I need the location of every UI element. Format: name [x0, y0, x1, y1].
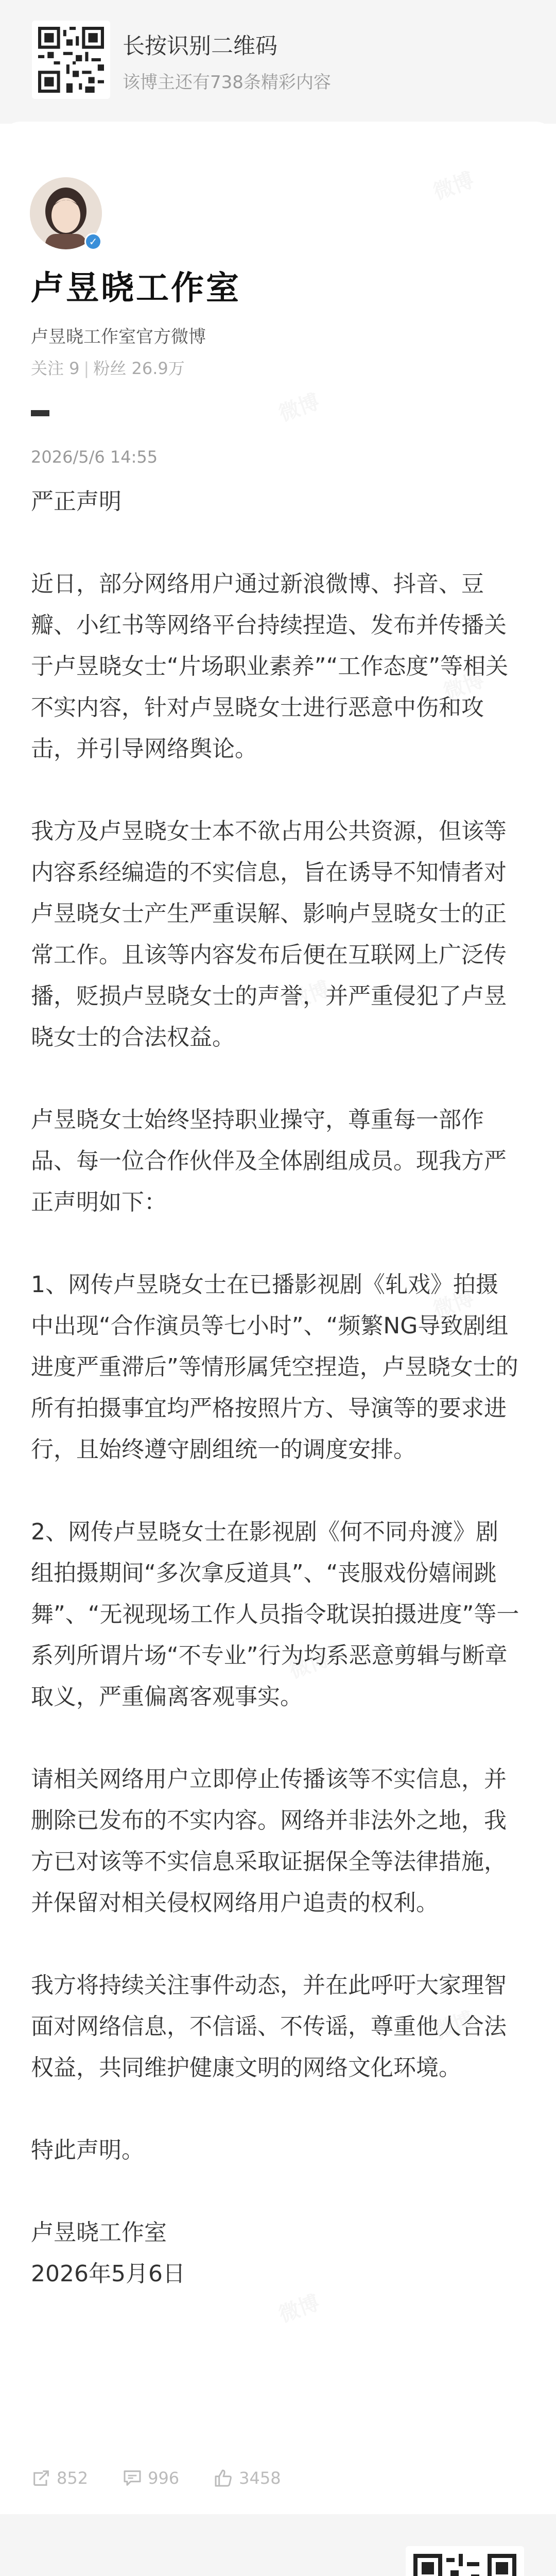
comment-count: 996	[148, 2468, 180, 2488]
post-paragraph: 1、网传卢昱晓女士在已播影视剧《轧戏》拍摄中出现“合作演员等七小时”、“频繁NG导致剧组进度严重滞后”等情形属凭空捏造，卢昱晓女士的所有拍摄事宜均严格按照片方、导演等的要求进行，且始终遵守剧组统一的调度安排。	[31, 1272, 518, 1463]
banner-subtitle: 该博主还有738条精彩内容	[123, 72, 331, 93]
footer-qr-graphic	[413, 2554, 516, 2576]
section-divider	[31, 410, 49, 416]
qr-code-icon[interactable]	[32, 21, 110, 99]
post-title: 严正声明	[31, 488, 121, 515]
repost-count: 852	[57, 2468, 89, 2488]
weibo-qr-code-icon[interactable]	[406, 2546, 524, 2576]
post-paragraph: 近日，部分网络用户通过新浪微博、抖音、豆瓣、小红书等网络平台持续捏造、发布并传播关于卢昱晓女士“片场职业素养”“工作态度”等相关不实内容，针对卢昱晓女士进行恶意中伤和攻击，并引导网络舆论。	[31, 571, 509, 762]
profile-name[interactable]: 卢昱晓工作室	[31, 269, 241, 308]
post-content	[31, 481, 520, 2295]
repost-icon	[31, 2468, 51, 2488]
post-date: 2026/5/6 14:55	[31, 447, 158, 467]
banner-title: 长按识别二维码	[123, 33, 277, 59]
like-button[interactable]	[213, 2468, 281, 2488]
post-paragraph: 我方及卢昱晓女士本不欲占用公共资源，但该等内容系经编造的不实信息，旨在诱导不知情者对卢昱晓女士产生严重误解、影响卢昱晓女士的正常工作。且该等内容发布后便在互联网上广泛传播，贬损卢昱晓女士的声誉，并严重侵犯了卢昱晓女士的合法权益。	[31, 818, 507, 1050]
like-count: 3458	[239, 2468, 281, 2488]
post-paragraph: 卢昱晓女士始终坚持职业操守，尊重每一部作品、每一位合作伙伴及全体剧组成员。现我方严正声明如下：	[31, 1107, 507, 1215]
verified-badge-icon: ✓	[84, 233, 102, 250]
post-signature-date: 2026年5月6日	[31, 2261, 185, 2287]
post-paragraph: 2、网传卢昱晓女士在影视剧《何不同舟渡》剧组拍摄期间“多次拿反道具”、“丧服戏份嬉闹跳舞”、“无视现场工作人员指令耽误拍摄进度”等一系列所谓片场“不专业”行为均系恶意剪辑与断章取义，严重偏离客观事实。	[31, 1519, 519, 1710]
top-banner	[0, 0, 556, 124]
following-count[interactable]: 关注 9	[31, 359, 80, 378]
stats-divider: |	[83, 359, 90, 378]
post-paragraph: 特此声明。	[31, 2137, 144, 2163]
qr-code-graphic	[38, 27, 104, 93]
followers-count[interactable]: 粉丝 26.9万	[93, 359, 185, 378]
comment-icon	[122, 2468, 143, 2488]
comment-button[interactable]	[122, 2468, 179, 2488]
profile-description: 卢昱晓工作室官方微博	[31, 327, 206, 347]
post-paragraph: 我方将持续关注事件动态，并在此呼吁大家理智面对网络信息，不信谣、不传谣，尊重他人合法权益，共同维护健康文明的网络文化环境。	[31, 1972, 507, 2081]
profile-stats	[31, 355, 185, 379]
repost-button[interactable]	[31, 2468, 88, 2488]
post-paragraph: 请相关网络用户立即停止传播该等不实信息，并删除已发布的不实内容。网络并非法外之地，我方已对该等不实信息采取证据保全等法律措施，并保留对相关侵权网络用户追责的权利。	[31, 1766, 507, 1916]
post-signature: 卢昱晓工作室	[31, 2219, 167, 2246]
like-icon	[213, 2468, 234, 2488]
action-bar	[31, 2468, 315, 2488]
